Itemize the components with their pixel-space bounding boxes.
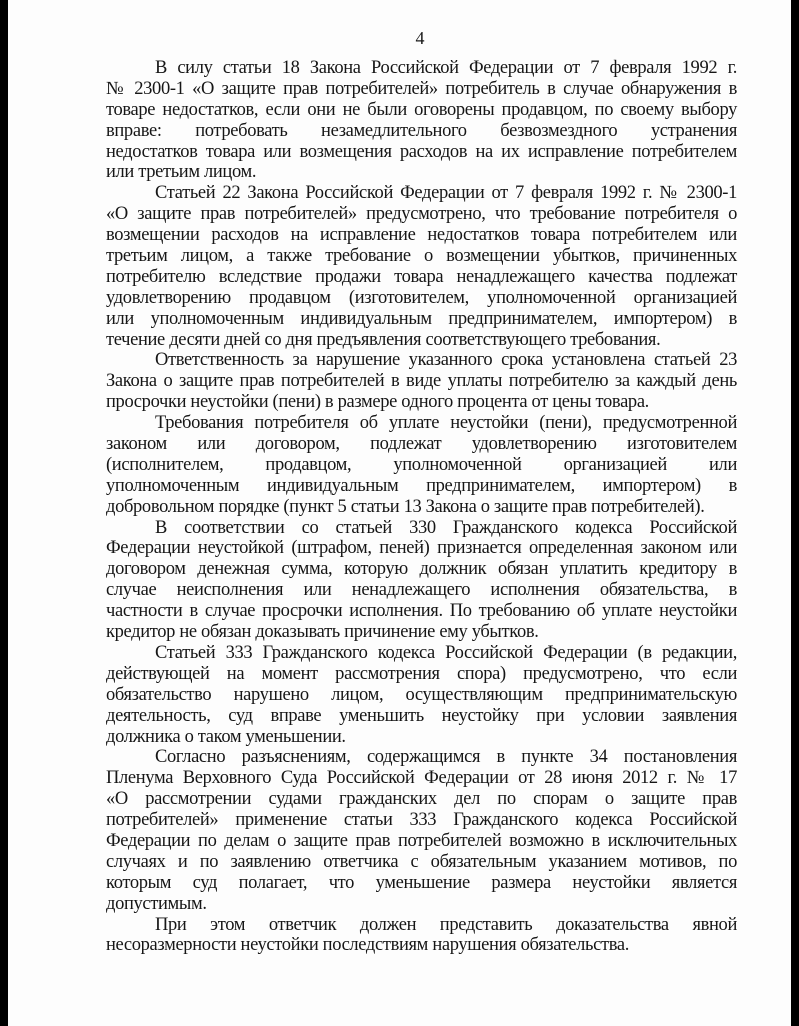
text-line-content: недостатков товара или возмещения расходов на их исправление потребителем bbox=[106, 141, 737, 162]
text-line bbox=[106, 935, 737, 956]
text-line bbox=[106, 246, 737, 267]
text-line bbox=[106, 330, 737, 351]
text-line bbox=[106, 518, 737, 539]
text-line bbox=[106, 204, 737, 225]
text-line-content: Требования потребителя об уплате неустойки (пени), предусмотренной bbox=[155, 413, 737, 434]
text-line-content: договором денежная сумма, которую должник обязан уплатить кредитору в bbox=[106, 559, 737, 580]
text-line-content: Ответственность за нарушение указанного срока установлена статьей 23 bbox=[155, 350, 737, 371]
text-line-content: Статьей 333 Гражданского кодекса Российской Федерации (в редакции, bbox=[155, 642, 737, 663]
text-line-content: частности в случае просрочки исполнения. По требованию об уплате неустойки bbox=[106, 601, 737, 622]
text-line-content: В силу статьи 18 Закона Российской Федерации от 7 февраля 1992 г. bbox=[155, 58, 737, 78]
paragraph bbox=[106, 915, 737, 957]
text-line bbox=[106, 601, 737, 622]
page-number: 4 bbox=[415, 28, 425, 48]
text-line bbox=[106, 267, 737, 288]
text-line-content: (исполнителем, продавцом, уполномоченной организацией или bbox=[106, 454, 737, 475]
text-line-content: или третьим лицом. bbox=[106, 162, 257, 183]
text-line-content: обязательство нарушено лицом, осуществляющим предпринимательскую bbox=[106, 684, 737, 705]
text-line-content: вправе: потребовать незамедлительного безвозмездного устранения bbox=[106, 120, 737, 141]
paragraph bbox=[106, 58, 737, 183]
text-line bbox=[106, 580, 737, 601]
text-line-content: должника о таком уменьшении. bbox=[106, 726, 346, 747]
text-line-content: деятельность, суд вправе уменьшить неустойку при условии заявления bbox=[106, 705, 737, 726]
text-line-content: несоразмерности неустойки последствиям нарушения обязательства. bbox=[106, 935, 630, 956]
text-line bbox=[106, 706, 737, 727]
paragraph bbox=[106, 518, 737, 643]
text-line-content: добровольном порядке (пункт 5 статьи 13 Закона о защите прав потребителей). bbox=[106, 496, 705, 517]
text-line-content: действующей на момент рассмотрения спора) предусмотрено, что если bbox=[106, 663, 737, 684]
text-line bbox=[106, 559, 737, 580]
text-line-content: товаре недостатков, если они не были оговорены продавцом, по своему выбору bbox=[106, 99, 737, 120]
document-page bbox=[8, 0, 791, 1026]
text-line bbox=[106, 142, 737, 163]
text-line-content: или уполномоченным индивидуальным предпринимателем, импортером) в bbox=[106, 308, 737, 329]
text-line bbox=[106, 664, 737, 685]
text-line bbox=[106, 162, 737, 183]
text-line-content: При этом ответчик должен представить доказательства явной bbox=[155, 914, 737, 935]
text-line bbox=[106, 309, 737, 330]
text-line bbox=[106, 434, 737, 455]
paragraph bbox=[106, 413, 737, 517]
text-line-content: случае неисполнения или ненадлежащего исполнения обязательства, в bbox=[106, 580, 737, 601]
text-line-content: течение десяти дней со дня предъявления соответствующего требования. bbox=[106, 329, 661, 350]
document-body bbox=[106, 58, 737, 956]
text-line bbox=[106, 350, 737, 371]
text-line bbox=[106, 225, 737, 246]
text-line bbox=[106, 392, 737, 413]
text-line bbox=[106, 622, 737, 643]
text-line bbox=[106, 852, 737, 873]
text-line-content: потребителю вследствие продажи товара ненадлежащего качества подлежат bbox=[106, 266, 737, 287]
text-line bbox=[106, 831, 737, 852]
text-line bbox=[106, 413, 737, 434]
text-line bbox=[106, 476, 737, 497]
text-line-content: Закона о защите прав потребителей в виде уплаты потребителю за каждый день bbox=[106, 371, 737, 392]
text-line bbox=[106, 789, 737, 810]
text-line-content: возмещении расходов на исправление недостатков товара потребителем или bbox=[106, 225, 737, 246]
paragraph bbox=[106, 183, 737, 350]
text-line bbox=[106, 79, 737, 100]
text-line-content: которым суд полагает, что уменьшение размера неустойки является bbox=[106, 872, 737, 893]
text-line-content: уполномоченным индивидуальным предпринимателем, импортером) в bbox=[106, 475, 737, 496]
text-line bbox=[106, 873, 737, 894]
text-line-content: «О защите прав потребителей» предусмотрено, что требование потребителя о bbox=[106, 204, 737, 225]
text-line bbox=[106, 288, 737, 309]
text-line-content: Пленума Верховного Суда Российской Федерации от 28 июня 2012 г. № 17 bbox=[106, 768, 737, 789]
text-line bbox=[106, 497, 737, 518]
text-line-content: удовлетворению продавцом (изготовителем, уполномоченной организацией bbox=[106, 287, 737, 308]
text-line-content: потребителей» применение статьи 333 Гражданского кодекса Российской bbox=[106, 810, 737, 831]
text-line-content: кредитор не обязан доказывать причинение ему убытков. bbox=[106, 622, 539, 643]
text-line-content: В соответствии со статьей 330 Гражданского кодекса Российской bbox=[155, 517, 737, 538]
text-line-content: № 2300-1 «О защите прав потребителей» потребитель в случае обнаружения в bbox=[106, 78, 737, 99]
text-line bbox=[106, 685, 737, 706]
text-line bbox=[106, 747, 737, 768]
text-line-content: Согласно разъяснениям, содержащимся в пункте 34 постановления bbox=[155, 747, 737, 768]
text-line bbox=[106, 455, 737, 476]
paragraph bbox=[106, 350, 737, 413]
text-line-content: законом или договором, подлежат удовлетворению изготовителем bbox=[106, 434, 737, 455]
text-line bbox=[106, 915, 737, 936]
text-line bbox=[106, 643, 737, 664]
text-line bbox=[106, 727, 737, 748]
text-line-content: Федерации по делам о защите прав потребителей возможно в исключительных bbox=[106, 830, 737, 851]
text-line bbox=[106, 100, 737, 121]
text-line bbox=[106, 538, 737, 559]
text-line-content: случаях и по заявлению ответчика с обязательным указанием мотивов, по bbox=[106, 851, 737, 872]
text-line-content: просрочки неустойки (пени) в размере одного процента от цены товара. bbox=[106, 392, 649, 413]
text-line bbox=[106, 121, 737, 142]
text-line-content: «О рассмотрении судами гражданских дел по спорам о защите прав bbox=[106, 789, 737, 810]
text-line-content: допустимым. bbox=[106, 893, 207, 914]
text-line-content: третьим лицом, а также требование о возмещении убытков, причиненных bbox=[106, 246, 737, 267]
text-line bbox=[106, 58, 737, 79]
text-line bbox=[106, 894, 737, 915]
text-line bbox=[106, 810, 737, 831]
text-line bbox=[106, 183, 737, 204]
text-line bbox=[106, 768, 737, 789]
text-line-content: Статьей 22 Закона Российской Федерации от 7 февраля 1992 г. № 2300-1 bbox=[155, 183, 737, 204]
text-line bbox=[106, 371, 737, 392]
text-line-content: Федерации неустойкой (штрафом, пеней) признается определенная законом или bbox=[106, 538, 737, 559]
paragraph bbox=[106, 747, 737, 914]
paragraph bbox=[106, 643, 737, 747]
